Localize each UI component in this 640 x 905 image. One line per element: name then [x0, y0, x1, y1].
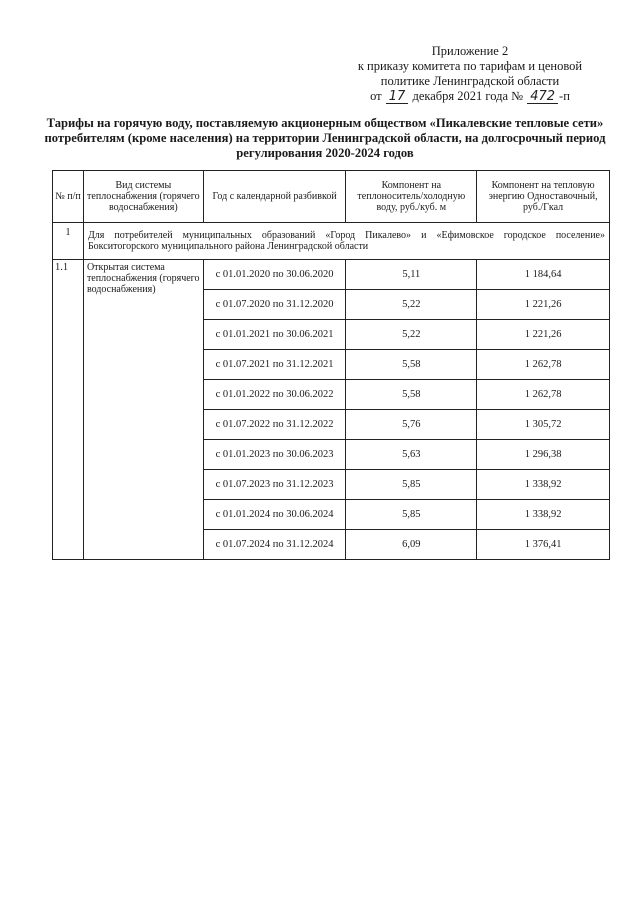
order-number: 472	[527, 91, 558, 104]
energy-value: 1 305,72	[477, 410, 610, 440]
period-cell: с 01.01.2023 по 30.06.2023	[203, 440, 346, 470]
period-cell: с 01.07.2023 по 31.12.2023	[203, 470, 346, 500]
period-cell: с 01.07.2024 по 31.12.2024	[203, 530, 346, 560]
period-cell: с 01.01.2024 по 30.06.2024	[203, 500, 346, 530]
order-day: 17	[386, 91, 409, 104]
energy-value: 1 221,26	[477, 290, 610, 320]
appendix-header	[330, 44, 610, 104]
period-cell: с 01.01.2020 по 30.06.2020	[203, 260, 346, 290]
order-reference-line2: политике Ленинградской области	[380, 74, 560, 88]
energy-value: 1 262,78	[477, 380, 610, 410]
order-date-line	[330, 89, 610, 104]
period-cell: с 01.07.2022 по 31.12.2022	[203, 410, 346, 440]
energy-value: 1 376,41	[477, 530, 610, 560]
group-number: 1	[53, 223, 84, 260]
document-title: Тарифы на горячую воду, поставляемую акционерным обществом «Пикалевские тепловые сети» потребителям (кроме населения) на территории Ленинградской области, на долгосрочный период регулирования 2020-2024 годов	[44, 116, 606, 160]
table-header-row	[53, 171, 610, 223]
energy-value: 1 221,26	[477, 320, 610, 350]
header-energy: Компонент на тепловую энергию Одноставочный, руб./Гкал	[477, 171, 610, 223]
period-cell: с 01.01.2021 по 30.06.2021	[203, 320, 346, 350]
period-cell: с 01.07.2021 по 31.12.2021	[203, 350, 346, 380]
energy-value: 1 262,78	[477, 350, 610, 380]
energy-value: 1 338,92	[477, 500, 610, 530]
group-row	[53, 223, 610, 260]
group-label: Для потребителей муниципальных образований «Город Пикалево» и «Ефимовское городское поселение» Бокситогорского муниципального района Ленинградской области	[83, 223, 609, 260]
energy-value: 1 338,92	[477, 470, 610, 500]
order-prefix: от	[370, 89, 382, 103]
carrier-value: 6,09	[346, 530, 477, 560]
energy-value: 1 296,38	[477, 440, 610, 470]
header-carrier: Компонент на теплоноситель/холодную воду, руб./куб. м	[346, 171, 477, 223]
carrier-value: 5,22	[346, 290, 477, 320]
header-period: Год с календарной разбивкой	[203, 171, 346, 223]
carrier-value: 5,22	[346, 320, 477, 350]
carrier-value: 5,85	[346, 470, 477, 500]
carrier-value: 5,58	[346, 380, 477, 410]
order-month-year: декабря 2021 года №	[412, 89, 524, 103]
appendix-title: Приложение 2	[431, 44, 509, 58]
order-reference-line1: к приказу комитета по тарифам и ценовой	[357, 59, 583, 73]
carrier-value: 5,63	[346, 440, 477, 470]
carrier-value: 5,11	[346, 260, 477, 290]
row-number: 1.1	[53, 260, 84, 560]
period-cell: с 01.07.2020 по 31.12.2020	[203, 290, 346, 320]
header-system: Вид системы теплоснабжения (горячего водоснабжения)	[83, 171, 203, 223]
carrier-value: 5,76	[346, 410, 477, 440]
energy-value: 1 184,64	[477, 260, 610, 290]
header-no: № п/п	[53, 171, 84, 223]
tariff-table	[52, 170, 610, 560]
table-row	[53, 260, 610, 290]
carrier-value: 5,85	[346, 500, 477, 530]
period-cell: с 01.01.2022 по 30.06.2022	[203, 380, 346, 410]
carrier-value: 5,58	[346, 350, 477, 380]
order-suffix: -п	[559, 89, 570, 103]
system-type: Открытая система теплоснабжения (горячего водоснабжения)	[83, 260, 203, 560]
